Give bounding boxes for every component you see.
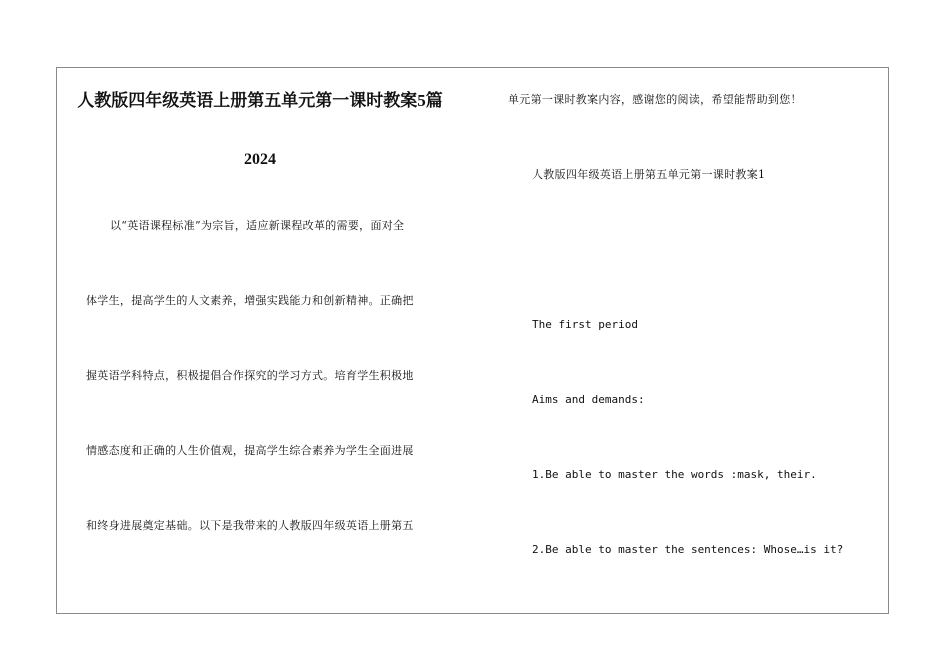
document-title: 人教版四年级英语上册第五单元第一课时教案5篇 xyxy=(77,91,443,110)
body-line-5: 和终身进展奠定基础。以下是我带来的人教版四年级英语上册第五 xyxy=(86,519,414,532)
body-line-1: 以“英语课程标准”为宗旨，适应新课程改革的需要，面对全 xyxy=(110,219,405,232)
document-year: 2024 xyxy=(244,151,276,168)
body-line-2: 体学生，提高学生的人文素养，增强实践能力和创新精神。正确把 xyxy=(86,294,414,307)
aim-item-2: 2.Be able to master the sentences: Whose…is it? xyxy=(532,543,844,556)
body-line-3: 握英语学科特点，积极提倡合作探究的学习方式。培育学生积极地 xyxy=(86,369,414,382)
aim-item-1: 1.Be able to master the words :mask, their. xyxy=(532,468,817,481)
period-label: The first period xyxy=(532,318,638,331)
aims-heading: Aims and demands: xyxy=(532,393,645,406)
body-line-4: 情感态度和正确的人生价值观，提高学生综合素养为学生全面进展 xyxy=(86,444,414,457)
section-heading: 人教版四年级英语上册第五单元第一课时教案1 xyxy=(532,168,766,181)
body-line-6: 单元第一课时教案内容，感谢您的阅读，希望能帮助到您！ xyxy=(508,93,802,106)
